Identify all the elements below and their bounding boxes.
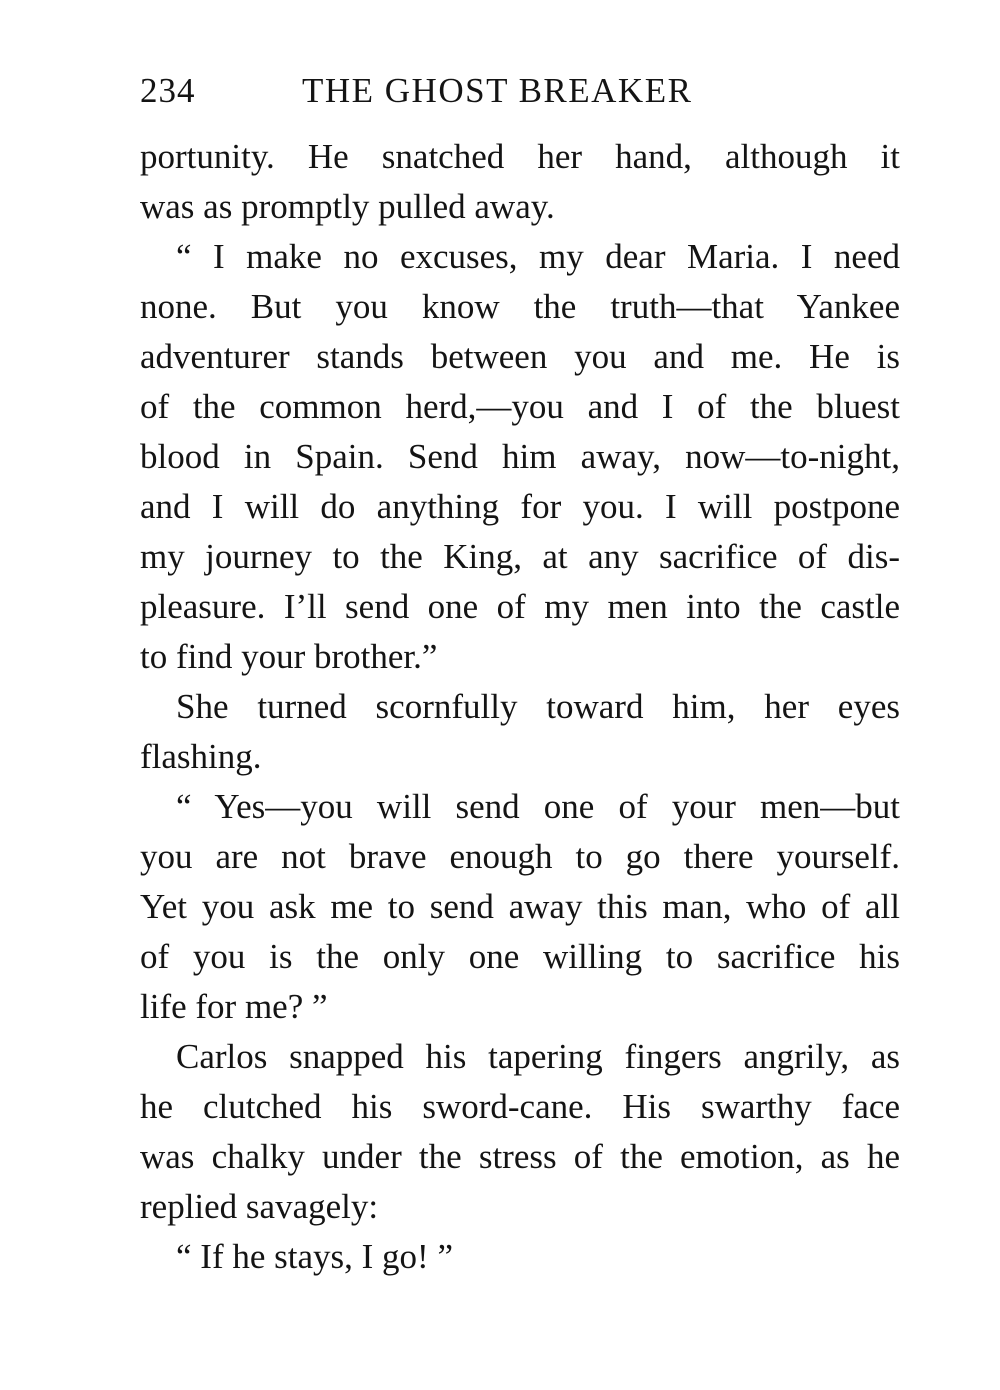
text-line: “ I make no excuses, my dear Maria. I need xyxy=(176,237,900,276)
text-line: he clutched his sword-cane. His swarthy face xyxy=(140,1087,900,1126)
text-line: of you is the only one willing to sacrifice his xyxy=(140,937,900,976)
paragraph xyxy=(140,1032,900,1232)
text-line: Carlos snapped his tapering fingers angrily, as xyxy=(176,1037,900,1076)
text-line: “ Yes—you will send one of your men—but xyxy=(176,787,900,826)
text-line: of the common herd,—you and I of the bluest xyxy=(140,387,900,426)
text-line: blood in Spain. Send him away, now—to-night, xyxy=(140,437,900,476)
page-number: 234 xyxy=(140,71,196,110)
text-line: replied savagely: xyxy=(140,1187,379,1226)
running-head xyxy=(140,68,900,114)
text-line: and I will do anything for you. I will postpone xyxy=(140,487,900,526)
text-line: you are not brave enough to go there yourself. xyxy=(140,837,900,876)
paragraph xyxy=(140,682,900,782)
paragraph xyxy=(140,1232,900,1282)
text-line: none. But you know the truth—that Yankee xyxy=(140,287,900,326)
running-title: THE GHOST BREAKER xyxy=(302,71,693,110)
paragraph xyxy=(140,782,900,1032)
text-line: was chalky under the stress of the emotion, as he xyxy=(140,1137,900,1176)
text-line: portunity. He snatched her hand, although it xyxy=(140,137,900,176)
text-line: She turned scornfully toward him, her eyes xyxy=(176,687,900,726)
paragraph xyxy=(140,132,900,232)
text-line: to find your brother.” xyxy=(140,637,438,676)
text-line: flashing. xyxy=(140,737,262,776)
text-line: “ If he stays, I go! ” xyxy=(176,1237,453,1276)
paragraph xyxy=(140,232,900,682)
text-line: adventurer stands between you and me. He is xyxy=(140,337,900,376)
text-line: Yet you ask me to send away this man, who of all xyxy=(140,887,900,926)
text-line: was as promptly pulled away. xyxy=(140,187,555,226)
text-line: my journey to the King, at any sacrifice of dis- xyxy=(140,537,900,576)
body-text xyxy=(140,132,900,1282)
text-line: life for me? ” xyxy=(140,987,328,1026)
text-line: pleasure. I’ll send one of my men into the castle xyxy=(140,587,900,626)
